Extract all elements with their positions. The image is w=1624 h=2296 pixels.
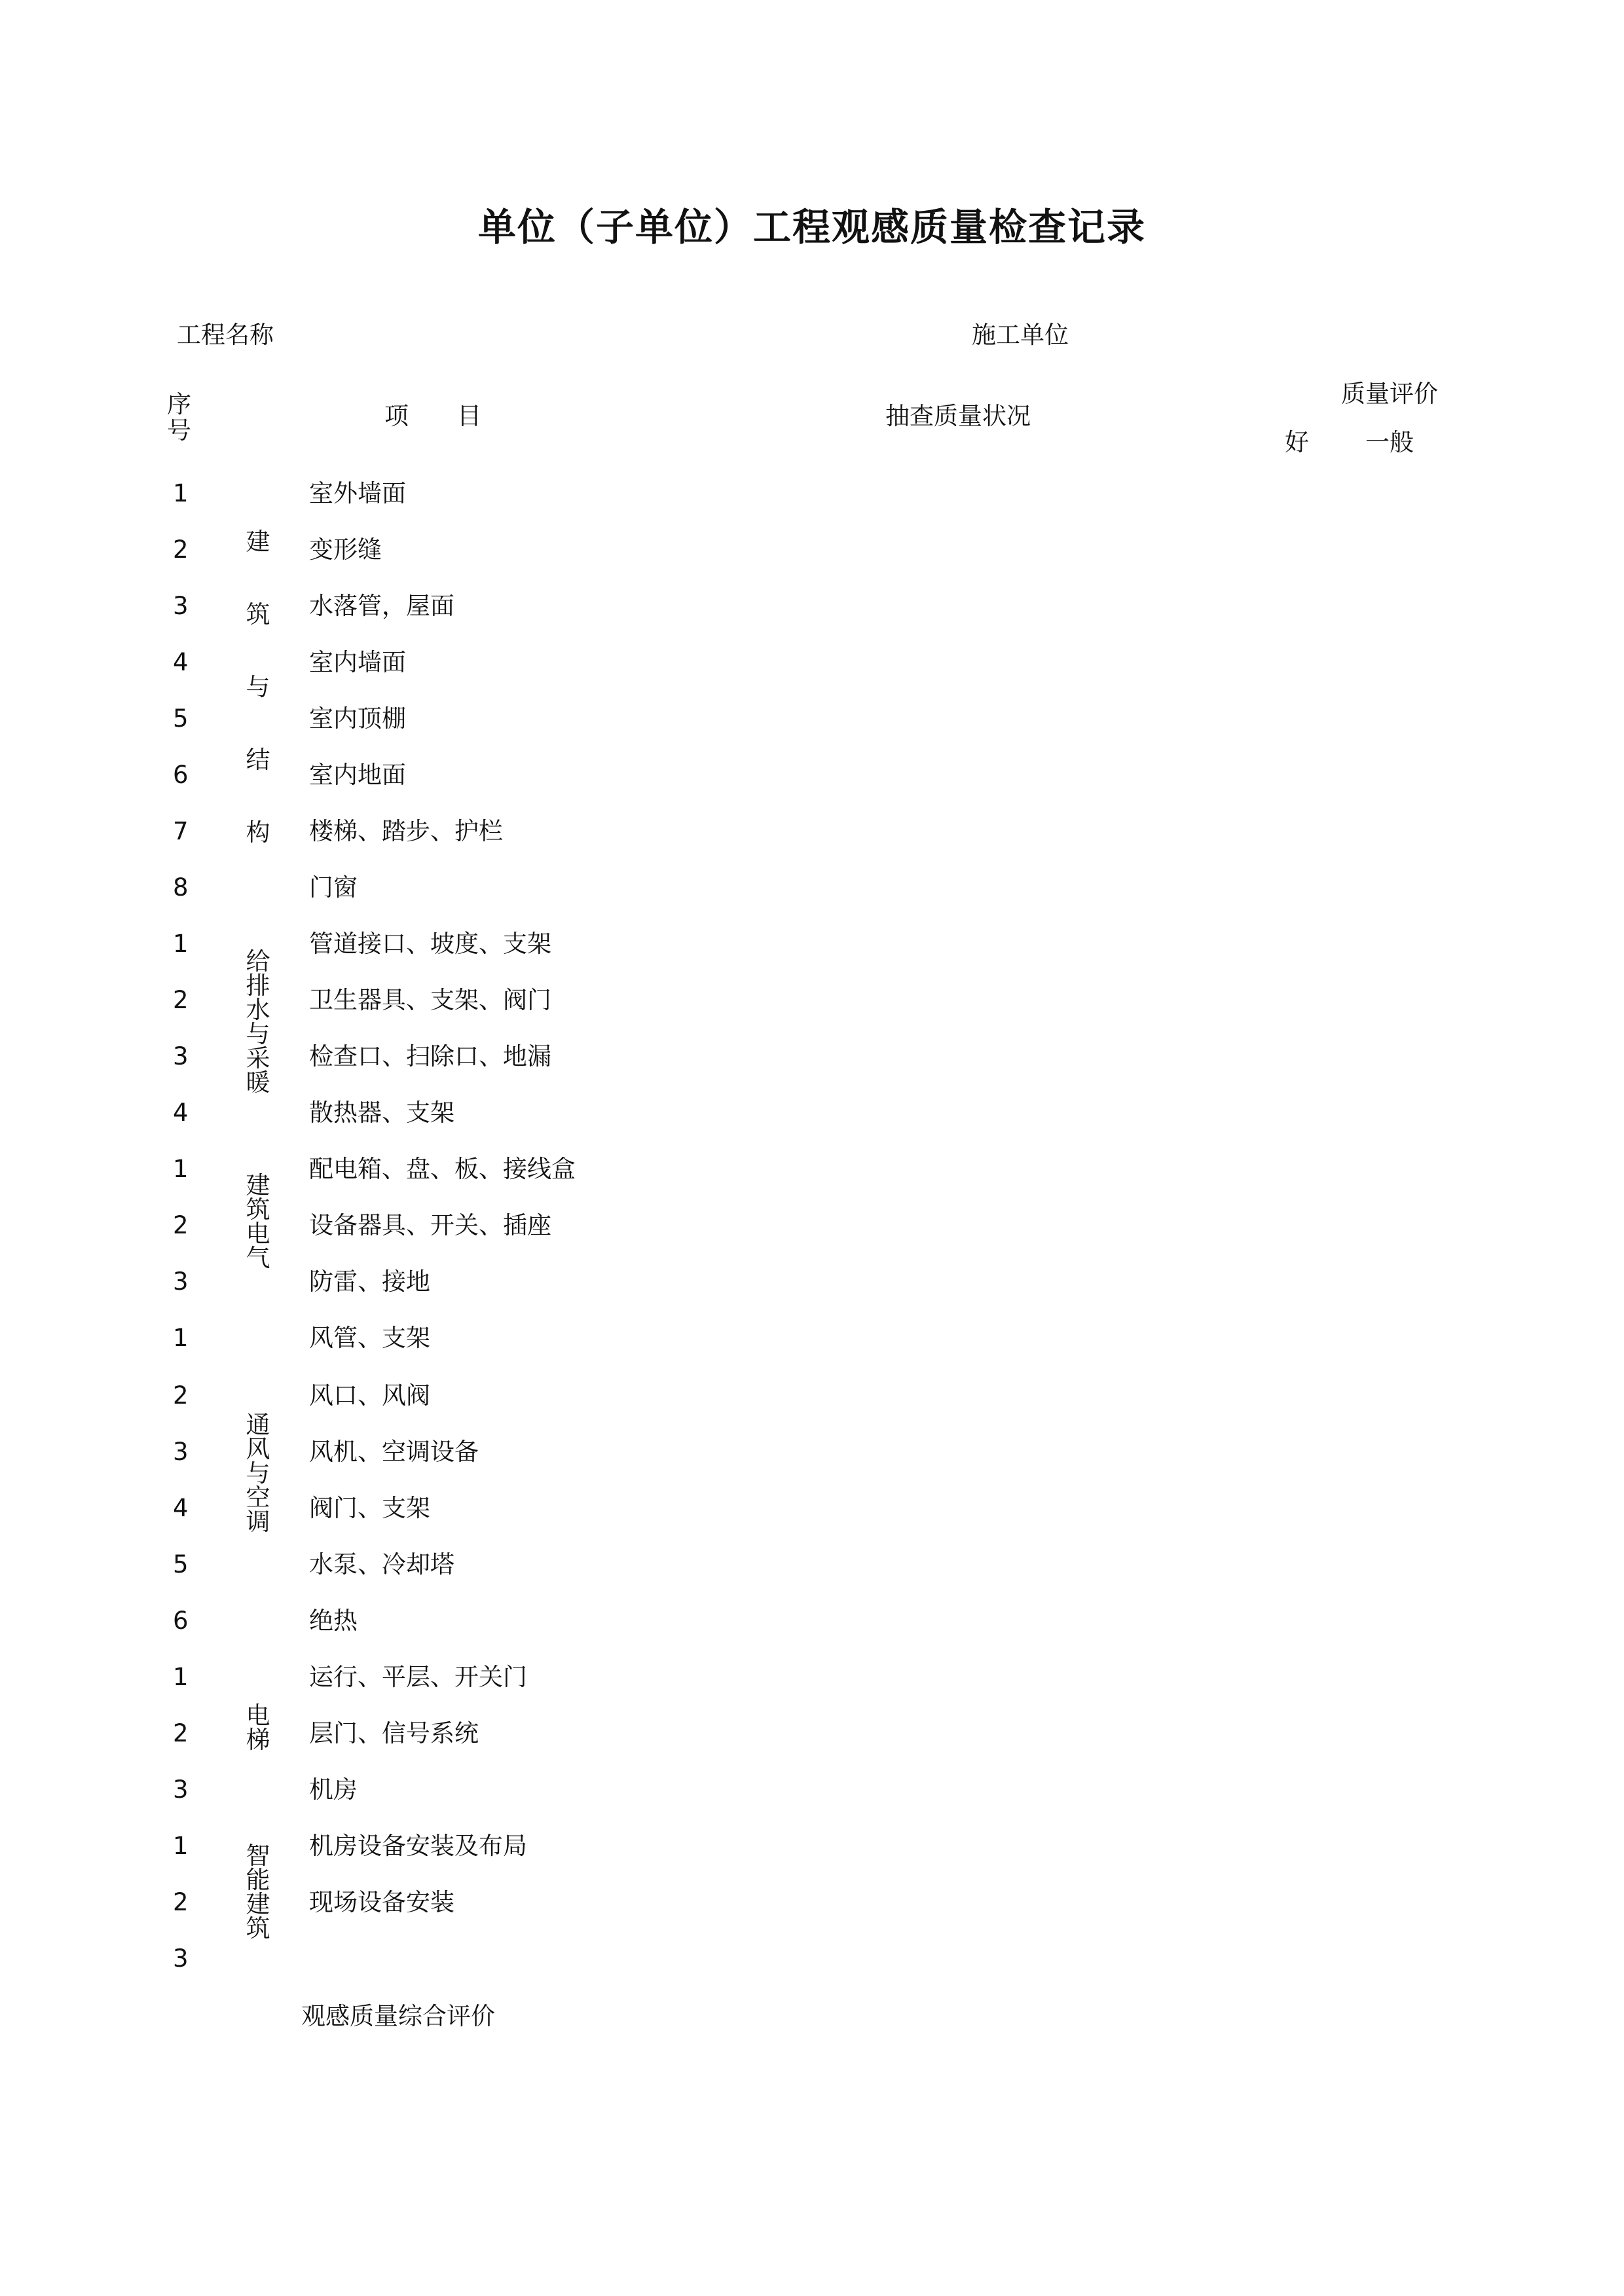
row-number: 4 — [173, 648, 189, 676]
row-item: 风管、支架 — [309, 1324, 430, 1352]
seq-header-line2: 号 — [167, 416, 191, 445]
row-number: 5 — [173, 1550, 189, 1578]
item-header: 项 目 — [384, 402, 481, 430]
section-name-char: 与 — [246, 673, 270, 701]
row-number: 1 — [173, 1155, 189, 1183]
section-name-char: 构 — [246, 818, 270, 847]
row-item: 机房 — [309, 1776, 358, 1804]
row-item: 楼梯、踏步、护栏 — [309, 817, 503, 845]
row-number: 3 — [173, 1776, 189, 1804]
row-number: 2 — [173, 986, 189, 1014]
row-item: 机房设备安装及布局 — [309, 1832, 527, 1860]
row-number: 2 — [173, 536, 189, 564]
section-name-char: 气 — [246, 1244, 270, 1272]
section-name-char: 采 — [246, 1044, 270, 1072]
overall-evaluation-label: 观感质量综合评价 — [301, 2002, 495, 2030]
row-number: 6 — [173, 761, 189, 789]
section-name — [238, 1704, 278, 1752]
project-name-label: 工程名称 — [177, 321, 274, 349]
row-item: 现场设备安装 — [309, 1888, 454, 1916]
row-number: 4 — [173, 1099, 189, 1127]
row-item: 配电箱、盘、板、接线盒 — [309, 1155, 576, 1183]
section-name-char: 筑 — [246, 1195, 270, 1224]
contractor-label: 施工单位 — [972, 321, 1069, 349]
section-name-char: 与 — [246, 1020, 270, 1048]
section-name-char: 筑 — [246, 1914, 270, 1942]
row-item: 水落管，屋面 — [309, 592, 454, 620]
section-name-char: 智 — [246, 1842, 270, 1870]
row-item: 变形缝 — [309, 536, 382, 564]
row-item: 门窗 — [309, 873, 358, 902]
section-name-char: 调 — [246, 1508, 270, 1536]
section-name-char: 电 — [246, 1702, 270, 1730]
row-item: 绝热 — [309, 1607, 358, 1635]
section-name — [238, 1173, 278, 1270]
section-name-char: 能 — [246, 1866, 270, 1894]
rating-header: 质量评价 — [1341, 380, 1438, 408]
section-name-char: 给 — [246, 947, 270, 975]
row-number: 1 — [173, 1663, 189, 1691]
row-item: 水泵、冷却塔 — [309, 1550, 454, 1578]
section-name-char: 建 — [246, 1171, 270, 1199]
section-name-char: 暖 — [246, 1068, 270, 1097]
row-number: 2 — [173, 1719, 189, 1747]
row-item: 散热器、支架 — [309, 1099, 454, 1127]
row-number: 1 — [173, 1832, 189, 1860]
row-item: 运行、平层、开关门 — [309, 1663, 527, 1691]
rating-fair-header: 一般 — [1365, 428, 1414, 456]
section-name-char: 梯 — [246, 1726, 270, 1754]
page-title: 单位（子单位）工程观感质量检查记录 — [477, 205, 1146, 249]
section-name-char: 水 — [246, 996, 270, 1024]
section-name — [238, 528, 278, 847]
section-name-char: 筑 — [246, 600, 270, 629]
row-item: 卫生器具、支架、阀门 — [309, 986, 551, 1014]
section-name-char: 风 — [246, 1435, 270, 1463]
row-number: 1 — [173, 1324, 189, 1352]
row-number: 3 — [173, 592, 189, 620]
section-name — [238, 949, 278, 1095]
section-name-char: 电 — [246, 1220, 270, 1248]
row-item: 风机、空调设备 — [309, 1438, 479, 1466]
section-name-char: 空 — [246, 1484, 270, 1512]
section-name — [238, 1413, 278, 1534]
row-number: 3 — [173, 1944, 189, 1973]
rating-good-header: 好 — [1285, 428, 1309, 456]
row-number: 5 — [173, 704, 189, 733]
row-item: 阀门、支架 — [309, 1494, 430, 1522]
row-number: 4 — [173, 1494, 189, 1522]
row-item: 风口、风阀 — [309, 1381, 430, 1410]
section-name — [238, 1844, 278, 1941]
inspection-header: 抽查质量状况 — [885, 402, 1031, 430]
row-number: 3 — [173, 1267, 189, 1296]
row-number: 7 — [173, 817, 189, 845]
row-item: 室外墙面 — [309, 479, 406, 507]
row-item: 设备器具、开关、插座 — [309, 1211, 551, 1239]
row-number: 1 — [173, 479, 189, 507]
row-item: 层门、信号系统 — [309, 1719, 479, 1747]
row-item: 管道接口、坡度、支架 — [309, 930, 551, 958]
row-number: 8 — [173, 873, 189, 902]
row-number: 3 — [173, 1438, 189, 1466]
row-item: 检查口、扫除口、地漏 — [309, 1042, 551, 1070]
row-number: 2 — [173, 1381, 189, 1410]
row-item: 室内顶棚 — [309, 704, 406, 733]
row-item: 室内墙面 — [309, 648, 406, 676]
section-name-char: 通 — [246, 1411, 270, 1439]
row-item: 防雷、接地 — [309, 1267, 430, 1296]
row-item: 室内地面 — [309, 761, 406, 789]
section-name-char: 建 — [246, 528, 270, 556]
section-name-char: 结 — [246, 746, 270, 774]
section-name-char: 与 — [246, 1459, 270, 1487]
section-name-char: 排 — [246, 972, 270, 1000]
row-number: 6 — [173, 1607, 189, 1635]
row-number: 2 — [173, 1888, 189, 1916]
seq-header-line1: 序 — [167, 390, 191, 418]
section-name-char: 建 — [246, 1890, 270, 1918]
row-number: 3 — [173, 1042, 189, 1070]
row-number: 2 — [173, 1211, 189, 1239]
row-number: 1 — [173, 930, 189, 958]
